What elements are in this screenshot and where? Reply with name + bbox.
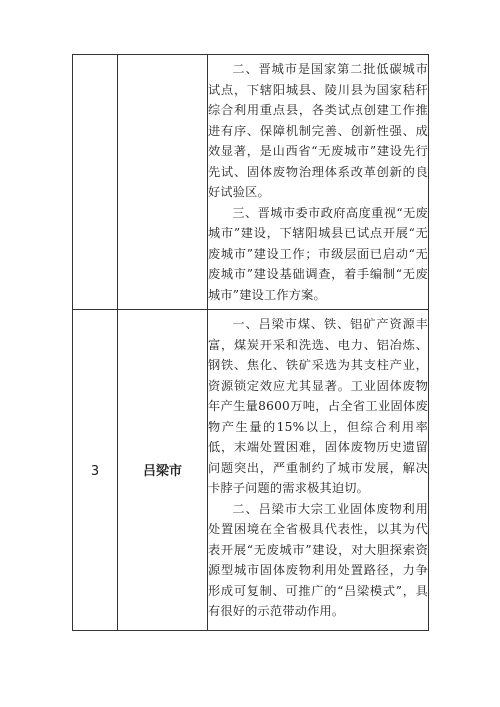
row-number: 3 [90,464,100,480]
city-name: 吕梁市 [142,464,182,480]
table-row [73,310,429,631]
content-table [72,54,429,631]
content-paragraph: 三、晋城市委市政府高度重视“无废城市”建设，下辖阳城县已试点开展“无废城市”建设工作；市级层面已启动“无废城市”建设基础调查，着手编制“无废城市”建设工作方案。 [208,205,428,302]
content-cell [208,310,429,631]
row-number-cell [73,310,118,631]
table-row [73,55,429,310]
content-cell [208,55,429,310]
row-number-cell [73,55,118,310]
city-cell [118,310,208,631]
content-paragraph: 二、吕梁市大宗工业固体废物利用处置困境在全省极具代表性，以其为代表开展“无废城市”建设，对大胆探索资源型城市固体废物利用处置路径，力争形成可复制、可推广的“吕梁模式”，具有很好的示范带动作用。 [208,501,428,618]
content-paragraph: 一、吕梁市煤、铁、铝矿产资源丰富，煤炭开采和洗选、电力、铝冶炼、钢铁、焦化、铁矿采选为其支柱产业，资源锁定效应尤其显著。工业固体废物年产生量8600万吨，占全省工业固体废物产生量的15%以上，但综合利用率低，末端处置困难，固体废物历史遗留问题突出，严重制约了城市发展，解决卡脖子问题的需求极其迫切。 [208,317,428,495]
city-cell [118,55,208,310]
content-paragraph: 二、晋城市是国家第二批低碳城市试点，下辖阳城县、陵川县为国家秸秆综合利用重点县，各类试点创建工作推进有序、保障机制完善、创新性强、成效显著，是山西省“无废城市”建设先行先试、固体废物治理体系改革创新的良好试验区。 [208,62,428,199]
